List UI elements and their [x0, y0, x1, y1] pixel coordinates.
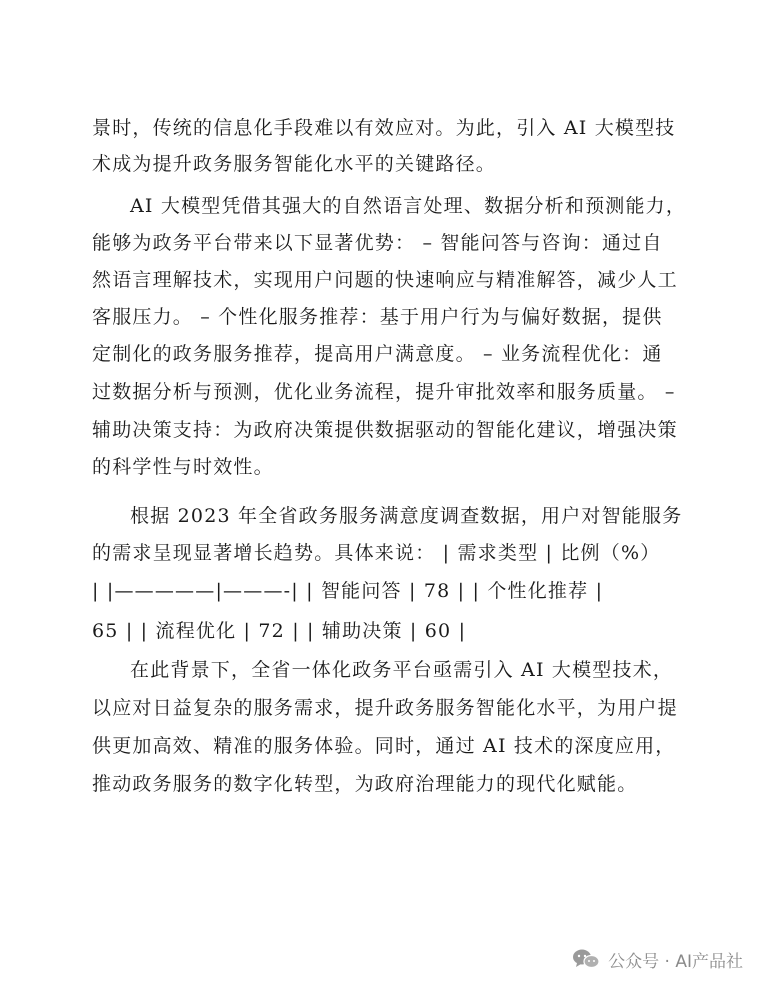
text-line: 客服压力。 – 个性化服务推荐：基于用户行为与偏好数据，提供: [92, 306, 663, 328]
text-line: 的需求呈现显著增长趋势。具体来说： | 需求类型 | 比例（%）: [92, 542, 661, 564]
text-line: 然语言理解技术，实现用户问题的快速响应与精准解答，减少人工: [92, 269, 678, 291]
text-line: | |—————|———-| | 智能问答 | 78 | | 个性化推荐 |: [92, 580, 604, 602]
paragraph-start-line: 根据 2023 年全省政务服务满意度调查数据，用户对智能服务: [130, 505, 683, 527]
text-line: 能够为政务平台带来以下显著优势： – 智能问答与咨询：通过自: [92, 232, 663, 254]
text-line: 推动政务服务的数字化转型，为政府治理能力的现代化赋能。: [92, 773, 638, 795]
watermark: [572, 944, 743, 974]
paragraph-start-line: AI 大模型凭借其强大的自然语言处理、数据分析和预测能力，: [130, 195, 687, 217]
text-line: 过数据分析与预测，优化业务流程，提升审批效率和服务质量。 –: [92, 381, 676, 403]
text-line: 景时，传统的信息化手段难以有效应对。为此，引入 AI 大模型技: [92, 117, 676, 139]
text-line: 65 | | 流程优化 | 72 | | 辅助决策 | 60 |: [92, 620, 467, 642]
watermark-text: 公众号 · AI产品社: [608, 951, 743, 972]
wechat-icon: [572, 948, 600, 970]
text-line: 术成为提升政务服务智能化水平的关键路径。: [92, 153, 497, 175]
text-line: 以应对日益复杂的服务需求，提升政务服务智能化水平，为用户提: [92, 697, 678, 719]
text-line: 定制化的政务服务推荐，提高用户满意度。 – 业务流程优化：通: [92, 343, 663, 365]
text-line: 供更加高效、精准的服务体验。同时，通过 AI 技术的深度应用，: [92, 735, 676, 757]
text-line: 的科学性与时效性。: [92, 456, 274, 478]
paragraph-start-line: 在此背景下，全省一体化政务平台亟需引入 AI 大模型技术，: [130, 659, 674, 681]
text-line: 辅助决策支持：为政府决策提供数据驱动的智能化建议，增强决策: [92, 419, 678, 441]
